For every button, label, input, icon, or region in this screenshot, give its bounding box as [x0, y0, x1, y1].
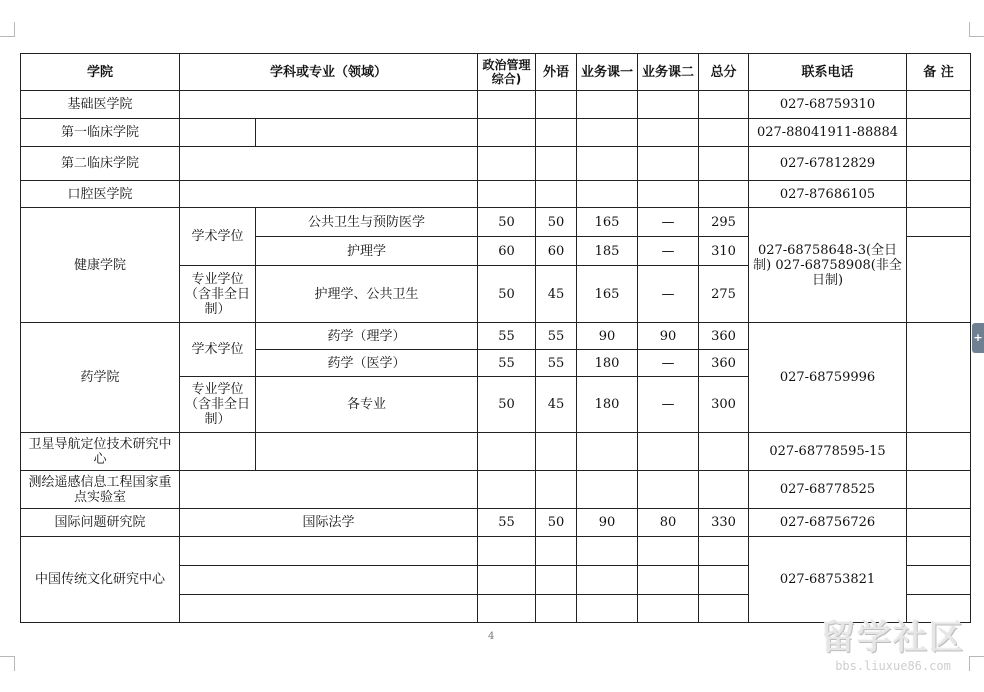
empty-cell	[577, 566, 638, 595]
header-course2: 业务课二	[638, 54, 699, 91]
table-row	[21, 208, 971, 237]
total-score: 295	[699, 208, 749, 237]
empty-cell	[478, 119, 536, 147]
table-row	[21, 147, 971, 181]
header-college: 学院	[21, 54, 180, 91]
college-cell: 药学院	[21, 323, 180, 433]
phone-cell: 027-68753821	[749, 537, 907, 623]
empty-cell	[577, 471, 638, 509]
course1-score: 185	[577, 237, 638, 266]
header-major: 学科或专业（领域）	[180, 54, 478, 91]
note-cell	[907, 509, 971, 537]
course1-score: 165	[577, 266, 638, 323]
total-score: 310	[699, 237, 749, 266]
note-cell	[907, 537, 971, 566]
foreign-score: 50	[536, 208, 577, 237]
note-cell	[907, 323, 971, 433]
total-score: 360	[699, 350, 749, 377]
phone-cell: 027-68759310	[749, 91, 907, 119]
table-row	[21, 509, 971, 537]
course1-score: 180	[577, 350, 638, 377]
empty-cell	[536, 433, 577, 471]
empty-cell	[478, 433, 536, 471]
empty-cell	[180, 119, 256, 147]
empty-cell	[638, 91, 699, 119]
course1-score: 165	[577, 208, 638, 237]
phone-cell: 027-68756726	[749, 509, 907, 537]
header-phone: 联系电话	[749, 54, 907, 91]
college-cell: 中国传统文化研究中心	[21, 537, 180, 623]
phone-cell: 027-68758648-3(全日制) 027-68758908(非全日制)	[749, 208, 907, 323]
crop-mark-top-left	[0, 22, 15, 37]
empty-cell	[536, 537, 577, 566]
college-cell: 第一临床学院	[21, 119, 180, 147]
phone-cell: 027-68778525	[749, 471, 907, 509]
major-cell	[180, 147, 478, 181]
major-cell: 公共卫生与预防医学	[256, 208, 478, 237]
college-cell: 健康学院	[21, 208, 180, 323]
empty-cell	[699, 119, 749, 147]
major-cell: 护理学、公共卫生	[256, 266, 478, 323]
note-cell	[907, 433, 971, 471]
empty-cell	[536, 119, 577, 147]
major-cell: 护理学	[256, 237, 478, 266]
empty-cell	[478, 537, 536, 566]
empty-cell	[577, 91, 638, 119]
empty-cell	[577, 537, 638, 566]
page-number: 4	[488, 631, 495, 642]
college-cell: 国际问题研究院	[21, 509, 180, 537]
table-row	[21, 537, 971, 566]
degree-type-cell: 专业学位（含非全日制）	[180, 266, 256, 323]
empty-cell	[478, 566, 536, 595]
course2-score: —	[638, 350, 699, 377]
phone-cell: 027-88041911-88884	[749, 119, 907, 147]
table-row	[21, 433, 971, 471]
course2-score: —	[638, 237, 699, 266]
empty-cell	[536, 595, 577, 623]
crop-mark-bottom-left	[0, 656, 15, 671]
empty-cell	[699, 181, 749, 208]
plus-icon: +	[973, 331, 983, 344]
foreign-score: 45	[536, 266, 577, 323]
degree-type-cell: 学术学位	[180, 323, 256, 377]
empty-cell	[577, 181, 638, 208]
watermark-text: 留学社区	[821, 618, 965, 658]
empty-cell	[256, 119, 478, 147]
empty-cell	[478, 91, 536, 119]
empty-cell	[536, 181, 577, 208]
note-cell	[907, 566, 971, 595]
note-cell	[907, 237, 971, 323]
course2-score: —	[638, 377, 699, 433]
header-politics: 政治管理综合)	[478, 54, 536, 91]
college-cell: 基础医学院	[21, 91, 180, 119]
politics-score: 60	[478, 237, 536, 266]
empty-cell	[180, 433, 256, 471]
phone-cell: 027-67812829	[749, 147, 907, 181]
empty-cell	[536, 147, 577, 181]
empty-cell	[638, 147, 699, 181]
empty-cell	[536, 91, 577, 119]
header-foreign: 外语	[536, 54, 577, 91]
note-cell	[907, 147, 971, 181]
total-score: 300	[699, 377, 749, 433]
foreign-score: 50	[536, 509, 577, 537]
total-score: 360	[699, 323, 749, 350]
empty-cell	[638, 471, 699, 509]
empty-cell	[638, 181, 699, 208]
foreign-score: 55	[536, 350, 577, 377]
side-panel-toggle[interactable]	[972, 323, 984, 353]
note-cell	[907, 91, 971, 119]
empty-cell	[638, 433, 699, 471]
empty-cell	[577, 147, 638, 181]
phone-cell: 027-87686105	[749, 181, 907, 208]
course2-score: 80	[638, 509, 699, 537]
note-cell	[907, 181, 971, 208]
empty-cell	[699, 471, 749, 509]
empty-cell	[478, 147, 536, 181]
politics-score: 50	[478, 208, 536, 237]
politics-score: 50	[478, 377, 536, 433]
course2-score: 90	[638, 323, 699, 350]
empty-cell	[577, 119, 638, 147]
empty-cell	[638, 537, 699, 566]
watermark-logo	[808, 618, 978, 688]
major-cell: 各专业	[256, 377, 478, 433]
phone-cell: 027-68759996	[749, 323, 907, 433]
politics-score: 55	[478, 350, 536, 377]
politics-score: 50	[478, 266, 536, 323]
empty-cell	[699, 595, 749, 623]
empty-cell	[699, 147, 749, 181]
college-cell: 口腔医学院	[21, 181, 180, 208]
total-score: 330	[699, 509, 749, 537]
major-cell: 药学（理学）	[256, 323, 478, 350]
table-row	[21, 91, 971, 119]
major-cell	[180, 566, 478, 595]
header-note: 备 注	[907, 54, 971, 91]
foreign-score: 55	[536, 323, 577, 350]
header-row	[21, 54, 971, 91]
note-cell	[907, 119, 971, 147]
total-score: 275	[699, 266, 749, 323]
empty-cell	[256, 433, 478, 471]
major-cell	[180, 595, 478, 623]
phone-cell: 027-68778595-15	[749, 433, 907, 471]
major-cell	[180, 537, 478, 566]
empty-cell	[577, 595, 638, 623]
header-total: 总分	[699, 54, 749, 91]
empty-cell	[638, 119, 699, 147]
empty-cell	[638, 595, 699, 623]
major-cell: 国际法学	[180, 509, 478, 537]
empty-cell	[536, 471, 577, 509]
major-cell: 药学（医学）	[256, 350, 478, 377]
watermark-url: bbs.liuxue86.com	[835, 659, 951, 673]
major-cell	[180, 471, 478, 509]
major-cell	[180, 181, 478, 208]
empty-cell	[478, 595, 536, 623]
empty-cell	[577, 433, 638, 471]
foreign-score: 45	[536, 377, 577, 433]
table-row	[21, 181, 971, 208]
degree-type-cell: 学术学位	[180, 208, 256, 266]
degree-type-cell: 专业学位（含非全日制）	[180, 377, 256, 433]
empty-cell	[699, 566, 749, 595]
politics-score: 55	[478, 323, 536, 350]
admission-score-table	[20, 53, 971, 623]
table-row	[21, 119, 971, 147]
note-cell	[907, 208, 971, 237]
course2-score: —	[638, 266, 699, 323]
empty-cell	[478, 181, 536, 208]
course1-score: 90	[577, 509, 638, 537]
note-cell	[907, 471, 971, 509]
college-cell: 卫星导航定位技术研究中心	[21, 433, 180, 471]
foreign-score: 60	[536, 237, 577, 266]
empty-cell	[699, 433, 749, 471]
college-cell: 测绘遥感信息工程国家重点实验室	[21, 471, 180, 509]
college-cell: 第二临床学院	[21, 147, 180, 181]
empty-cell	[536, 566, 577, 595]
course1-score: 180	[577, 377, 638, 433]
empty-cell	[699, 537, 749, 566]
course2-score: —	[638, 208, 699, 237]
course1-score: 90	[577, 323, 638, 350]
empty-cell	[699, 91, 749, 119]
table-row	[21, 471, 971, 509]
table-row	[21, 323, 971, 350]
empty-cell	[638, 566, 699, 595]
header-course1: 业务课一	[577, 54, 638, 91]
major-cell	[180, 91, 478, 119]
empty-cell	[478, 471, 536, 509]
politics-score: 55	[478, 509, 536, 537]
crop-mark-top-right	[969, 22, 984, 37]
